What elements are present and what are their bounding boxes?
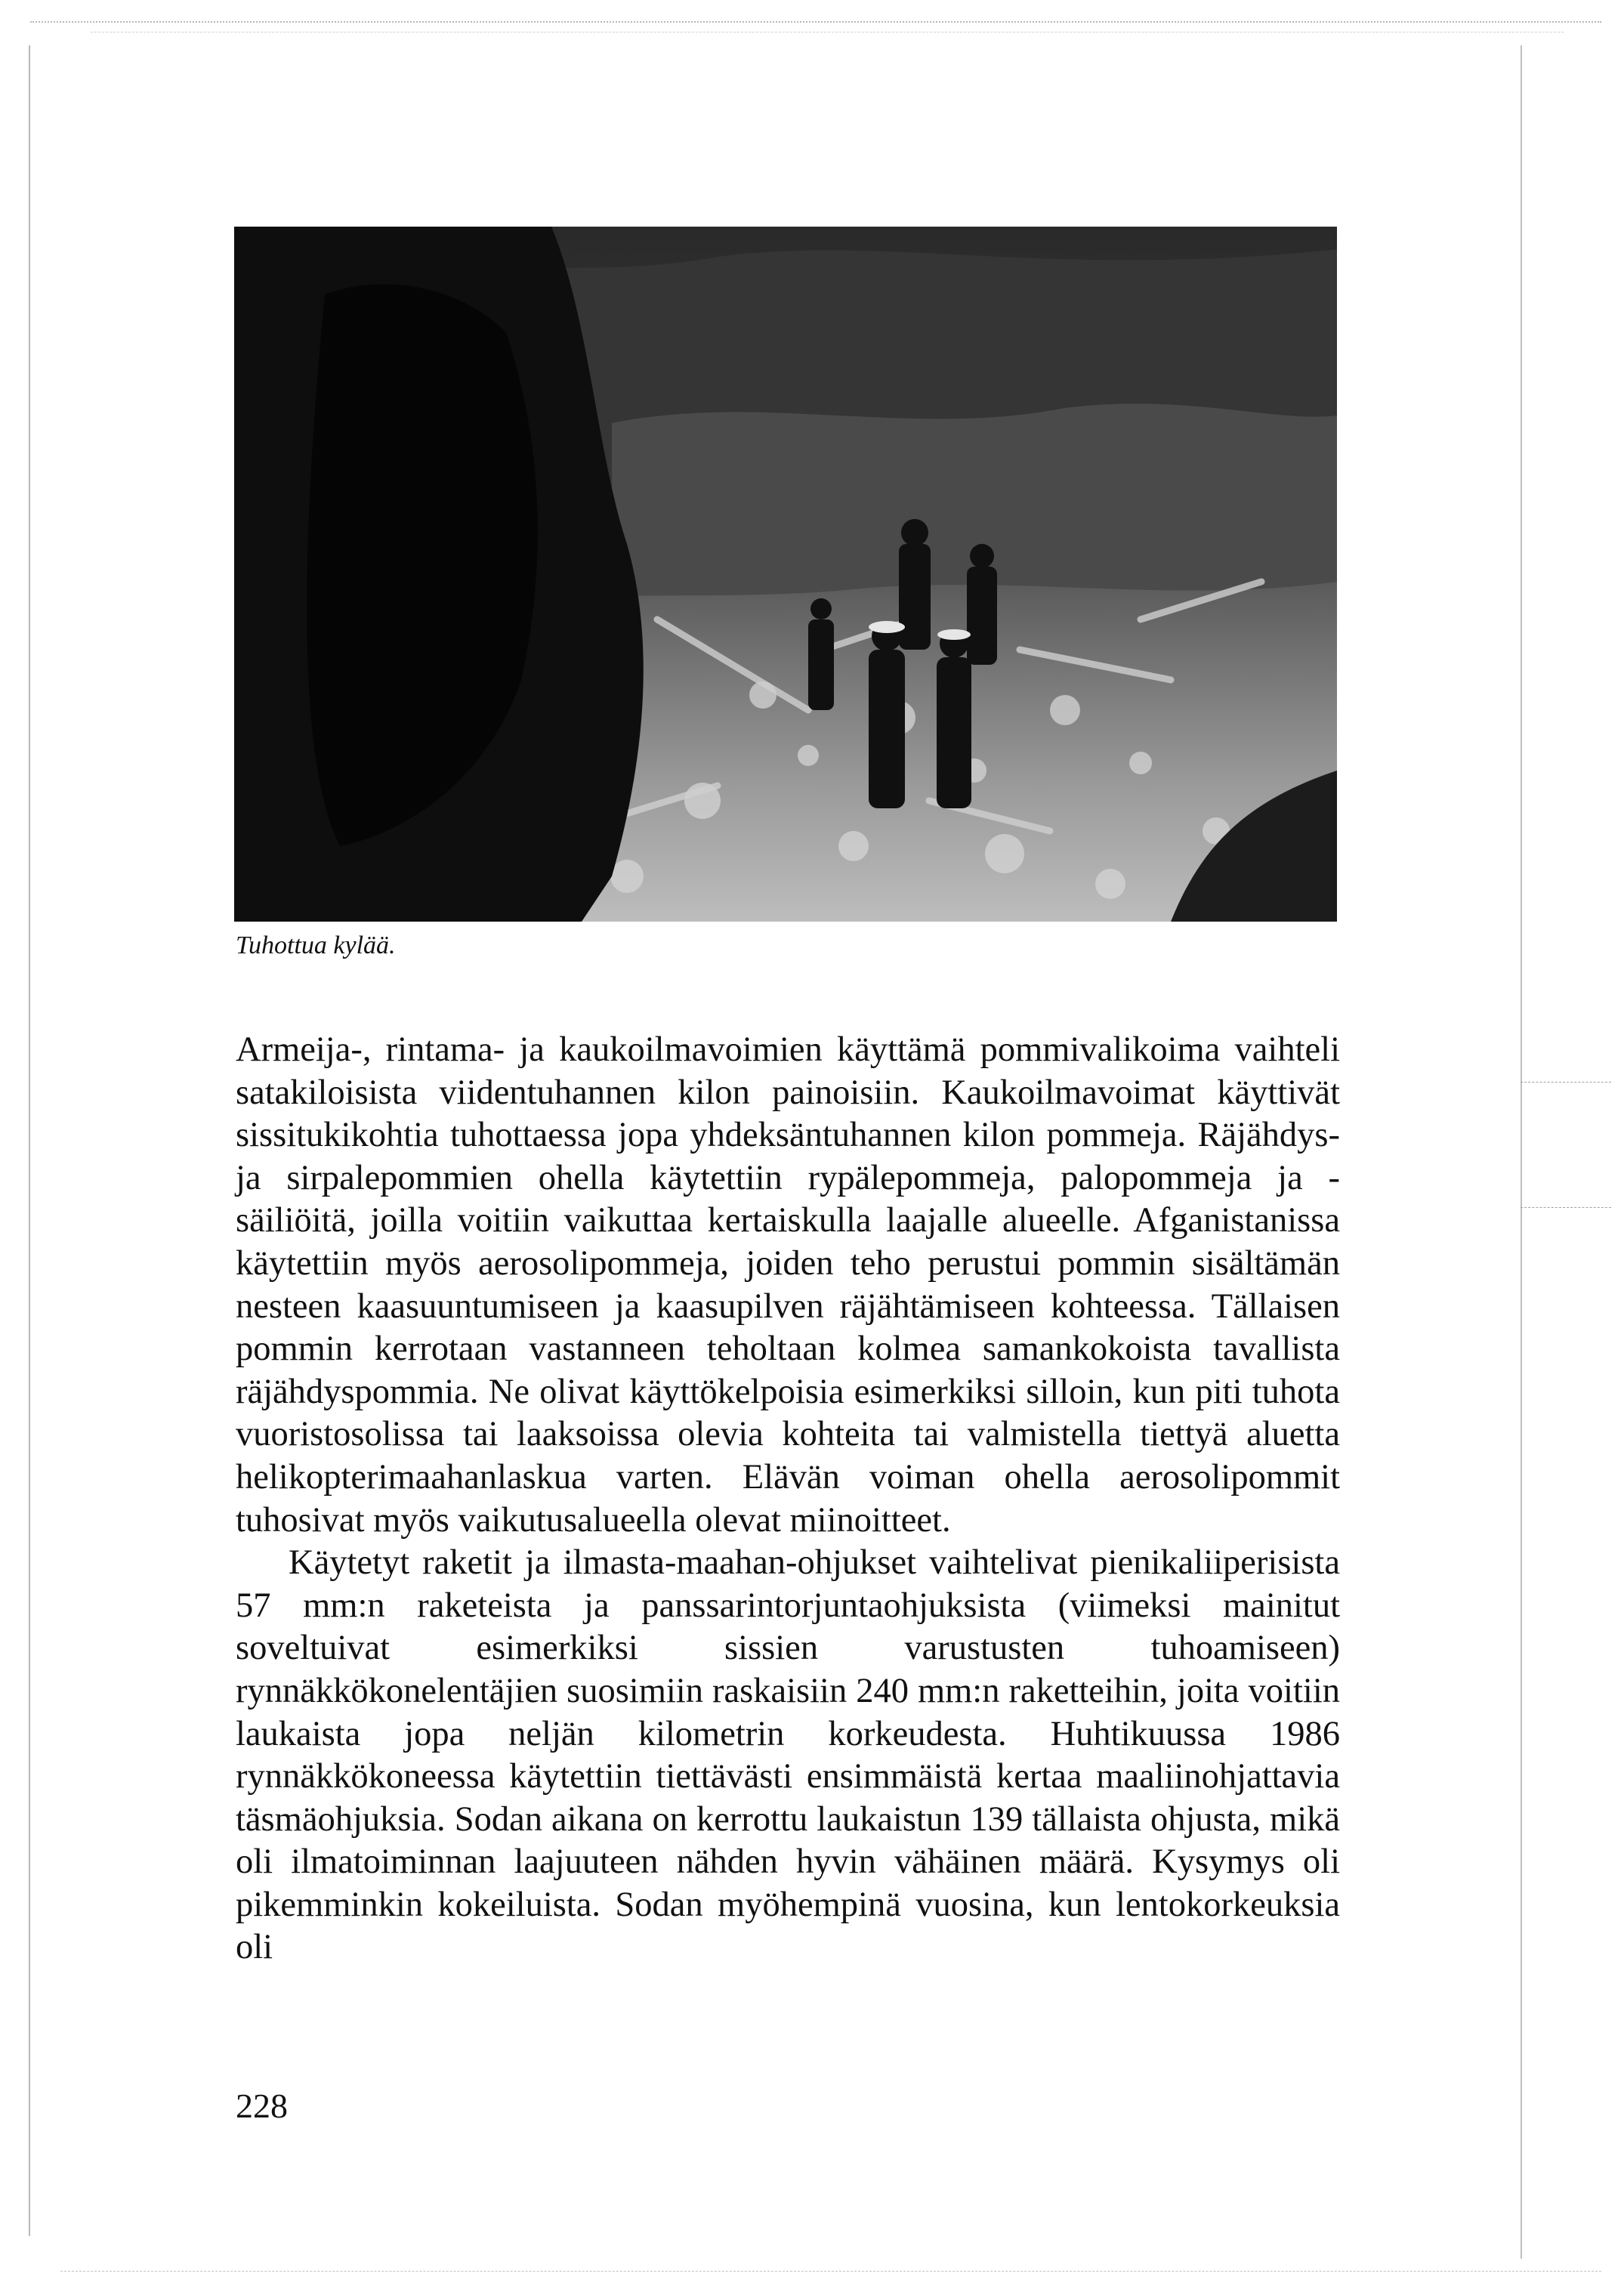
paragraph: Käytetyt raketit ja ilmasta-maahan-ohjukset vaihtelivat pienikaliiperisista 57 mm:n raketeista ja panssarintorjuntaohjuksista (viimeksi mainitut soveltuivat esimerkiksi sissien varustusten tuhoamiseen) rynnäkkökonelentäjien suosimiin raskaisiin 240 mm:n raketteihin, joita voitiin laukaista jopa neljän kilometrin korkeudesta. Huhtikuussa 1986 rynnäkkökoneessa käytettiin tiettävästi ensimmäistä kertaa maaliinohjattavia täsmäohjuksia. Sodan aikana on kerrottu laukaistun 139 tällaista ohjusta, mikä oli ilmatoiminnan laajuuteen nähden hyvin vähäinen määrä. Kysymys oli pikemminkin kokeiluista. Sodan myöhempinä vuosina, kun lentokorkeuksia oli [236,1543,1340,1967]
paragraph: Armeija-, rintama- ja kaukoilmavoimien käyttämä pommivalikoima vaihteli satakiloisista viidentuhannen kilon painoisiin. Kaukoilmavoimat käyttivät sissitukikohtia tuhottaessa jopa yhdeksäntuhannen kilon pommeja. Räjähdys- ja sirpalepommien ohella käytettiin rypälepommeja, palopommeja ja -säiliöitä, joilla voitiin vaikuttaa kertaiskulla laajalle alueelle. Afganistanissa käytettiin myös aerosolipommeja, joiden teho perustui pommin sisältämän nesteen kaasuuntumiseen ja kaasupilven räjähtämiseen kohteessa. Tällaisen pommin kerrotaan vastanneen teholtaan kolmea samankokoista tavallista räjähdyspommia. Ne olivat käyttökelpoisia esimerkiksi silloin, kun piti tuhota vuoristosolissa tai laaksoissa olevia kohteita tai valmistella tiettyä aluetta helikopterimaahanlaskua varten. Elävän voiman ohella aerosolipommit tuhosivat myös vaikutusalueella olevat miinoitteet. [236,1030,1340,1540]
page-number: 228 [236,2087,288,2125]
scan-edge-right [1521,45,1522,2259]
scan-edge-mark [1521,1207,1611,1208]
destroyed-village-photo [234,227,1337,922]
scan-edge-top [30,21,1601,23]
scan-edge-bottom [60,2271,1601,2272]
photo-caption: Tuhottua kylää. [236,931,396,959]
body-text [236,1029,1340,1969]
photo-illustration [234,227,1337,922]
scan-edge-left [29,45,30,2236]
scan-edge-mark [1521,1082,1611,1083]
